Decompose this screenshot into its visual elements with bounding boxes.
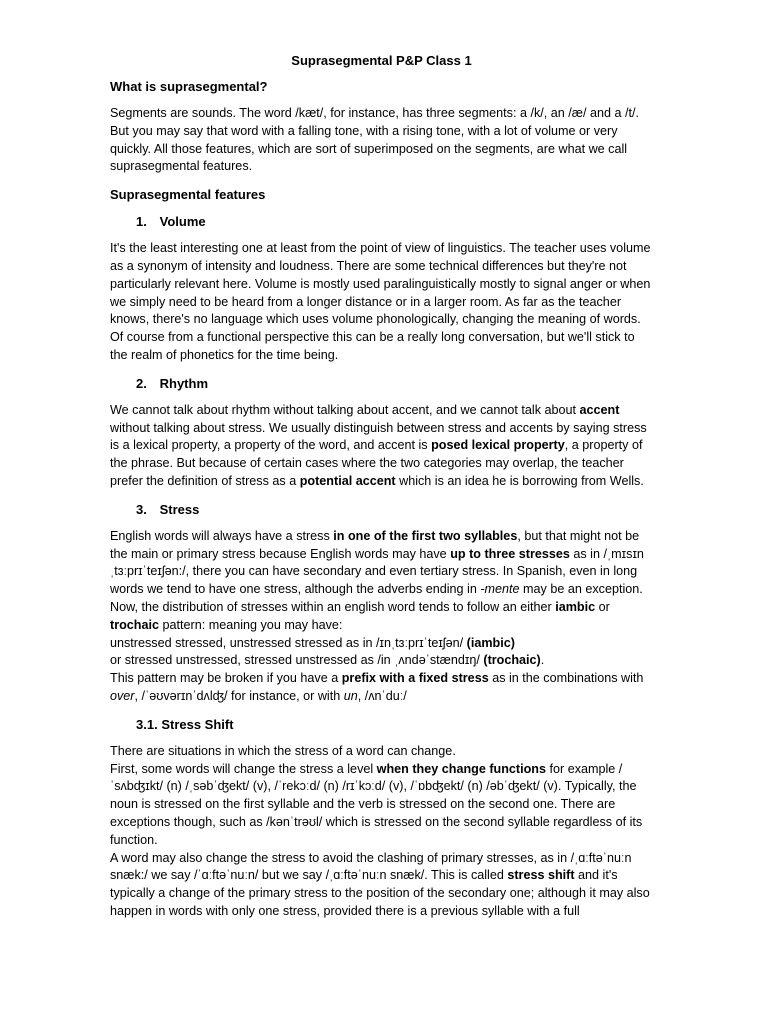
document-title: Suprasegmental P&P Class 1 — [291, 53, 472, 68]
section-number: 3. — [136, 501, 147, 517]
stress-paragraph — [110, 528, 653, 706]
text-run: , a property of the phrase. But because of certain cases where the two categories may overlap, the teacher prefer the definition of stress as a — [110, 438, 643, 488]
bold-term: when they change functions — [376, 761, 547, 776]
question-heading: What is suprasegmental? — [110, 79, 268, 94]
features-heading: Suprasegmental features — [110, 187, 266, 203]
text-run: , /ʌnˈduː/ — [357, 688, 407, 703]
text-run: A word may also change the stress to avoid the clashing of primary stresses, as in /ˌɑːftəˈnuːn snæk:/ we say /ˈɑːftəˈnuːn/ but we say /ˌɑːftəˈnuːn snæk/. This is called — [110, 850, 632, 883]
text-run: as in /ˌmɪsɪn ˌtɜːprɪˈteɪʃən:/, there you can have secondary and even tertiary stress. In Spanish, even in long words we tend to have one stress, although the adverbs ending in — [110, 546, 644, 597]
text-run: may be an exception. Now, the distribution of stresses within an english word tends to follow an either — [110, 582, 643, 614]
bold-term: stress shift — [507, 868, 575, 883]
stress-intro-line — [110, 528, 653, 635]
text-run: This pattern may be broken if you have a — [110, 671, 342, 686]
text-run: for example /ˈsʌbʤɪkt/ (n) /ˌsəbˈʤekt/ (v), /ˈrekɔːd/ (n) /rɪˈkɔːd/ (v), /ˈɒbʤekt/ (n) /əbˈʤekt/ (v). Typically, the noun is stressed on the first syllable and the verb is stressed on the second one. There are exceptions though, such as /kənˈtrəʊl/ which is stressed on the second syllable regardless of its function. — [110, 761, 643, 847]
section-number: 2. — [136, 375, 147, 391]
bold-term: iambic — [555, 599, 596, 614]
text-run: pattern: meaning you may have: — [159, 617, 343, 632]
function-change-line — [110, 761, 653, 850]
text-run: and it's typically a change of the primary stress to the position of the secondary one; although it may also happen in words with only one stress, provided there is a previous syllable with a full — [110, 868, 650, 918]
clash-avoidance-line — [110, 850, 653, 921]
section-title: Rhythm — [159, 375, 209, 391]
section-heading-stress-shift — [110, 716, 653, 733]
bold-term: posed lexical property — [431, 438, 565, 453]
text-run: or — [595, 599, 610, 614]
bold-term: potential accent — [299, 473, 396, 488]
text-run: without talking about stress. We usually distinguish between stress and accents by saying stress is a lexical property, a property of the word, and accent is — [110, 420, 647, 453]
bold-term: (trochaic) — [483, 653, 541, 668]
text-run: First, some words will change the stress a level — [110, 761, 377, 776]
prefix-example-line — [110, 670, 653, 706]
rhythm-paragraph — [110, 402, 653, 491]
bold-term: trochaic — [110, 617, 159, 632]
section-heading-rhythm — [110, 375, 653, 392]
text-run: We cannot talk about rhythm without talking about accent, and we cannot talk about — [110, 402, 580, 417]
text-run: , but that might not be the main or primary stress because English words may have — [110, 528, 640, 561]
iambic-example-line — [110, 635, 653, 653]
section-number: 1. — [136, 214, 147, 230]
bold-term: (iambic) — [466, 635, 515, 650]
text-run: , /ˈəʊvərɪnˈdʌlʤ/ for instance, or with — [134, 688, 344, 703]
text-run: or stressed unstressed, stressed unstressed as /in ˌʌndəˈstændɪŋ/ — [110, 653, 484, 668]
text-run: English words will always have a stress — [110, 528, 334, 543]
section-title: Stress — [159, 501, 200, 517]
text-run: which is an idea he is borrowing from Wells. — [395, 473, 644, 488]
text-run: unstressed stressed, unstressed stressed as in /ɪnˌtɜːprɪˈteɪʃən/ — [110, 635, 467, 650]
bold-term: in one of the first two syllables — [333, 528, 518, 543]
section-number: 3.1. — [136, 716, 158, 732]
text-run: as in the combinations with — [488, 671, 644, 686]
bold-term: prefix with a fixed stress — [341, 671, 489, 686]
text-run: . — [540, 653, 545, 668]
bold-term: up to three stresses — [450, 546, 570, 561]
section-title: Stress Shift — [161, 716, 234, 732]
italic-term: over — [110, 688, 135, 703]
section-heading-stress — [110, 501, 653, 518]
italic-term: un — [343, 688, 358, 703]
stress-shift-paragraph — [110, 743, 653, 921]
bold-term: accent — [579, 402, 620, 417]
intro-paragraph: Segments are sounds. The word /kæt/, for instance, has three segments: a /k/, an /æ/ and a /t/. But you may say that word with a falling tone, with a rising tone, with a lot of volume or very quickly. All those features, which are sort of superimposed on the segments, are what we call suprasegmental features. — [110, 106, 639, 174]
section-title: Volume — [159, 214, 206, 230]
shift-intro-line: There are situations in which the stress of a word can change. — [110, 743, 456, 758]
trochaic-example-line — [110, 652, 653, 670]
section-heading-volume — [110, 213, 653, 230]
volume-paragraph: It's the least interesting one at least from the point of view of linguistics. The teacher uses volume as a synonym of intensity and loudness. There are some technical differences but they're not particularly relevant here. Volume is mostly used paralinguistically mostly to signal anger or when we simply need to be heard from a longer distance or in a larger room. As far as the teacher knows, there's no language which uses volume phonologically, changing the meaning of words. Of course from a functional perspective this can be a really long conversation, but we'll stick to the realm of phonetics for the time being. — [110, 241, 651, 362]
italic-term: -mente — [480, 582, 520, 597]
